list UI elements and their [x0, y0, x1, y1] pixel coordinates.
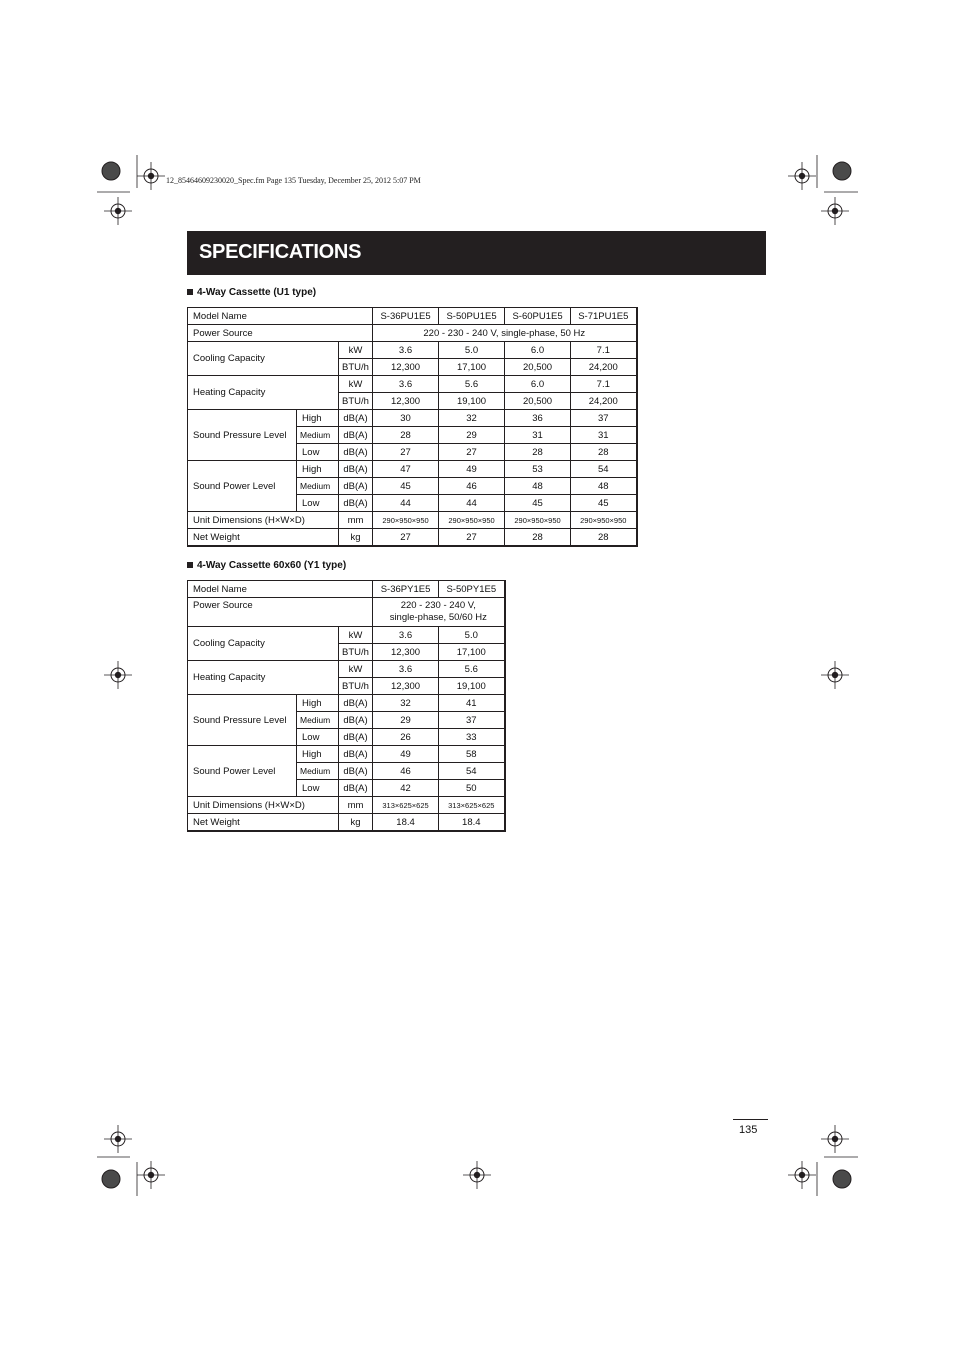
value-cell: 44	[439, 495, 505, 512]
level-cell: Medium	[297, 763, 339, 780]
value-cell: 45	[373, 478, 439, 495]
unit-cell: dB(A)	[339, 444, 373, 461]
page-number-rule	[733, 1119, 768, 1120]
value-cell: 19,100	[439, 393, 505, 410]
value-cell: 45	[505, 495, 571, 512]
value-cell: 32	[439, 410, 505, 427]
table-row	[188, 376, 637, 393]
value-cell: 5.0	[439, 342, 505, 359]
value-cell: 6.0	[505, 342, 571, 359]
value-cell: 54	[439, 763, 505, 780]
section-heading-text: 4-Way Cassette 60x60 (Y1 type)	[197, 560, 347, 571]
value-cell: 20,500	[505, 359, 571, 376]
model-cell: S-36PY1E5	[373, 581, 439, 598]
level-cell: High	[297, 746, 339, 763]
table-row	[188, 661, 505, 678]
unit-cell: dB(A)	[339, 780, 373, 797]
model-cell: S-50PU1E5	[439, 308, 505, 325]
table-row	[188, 598, 505, 627]
value-cell: 5.0	[439, 627, 505, 644]
table-row	[188, 797, 505, 814]
value-cell: 29	[439, 427, 505, 444]
value-cell: 18.4	[439, 814, 505, 832]
model-cell: S-71PU1E5	[571, 308, 637, 325]
value-cell: 7.1	[571, 342, 637, 359]
square-bullet-icon	[187, 562, 193, 568]
unit-cell: dB(A)	[339, 695, 373, 712]
level-cell: High	[297, 461, 339, 478]
value-cell: 290×950×950	[439, 512, 505, 529]
unit-cell: kW	[339, 342, 373, 359]
row-label: Heating Capacity	[188, 376, 339, 410]
registration-mark-icon	[821, 197, 849, 225]
registration-mark-icon	[137, 1161, 165, 1189]
value-cell: 7.1	[571, 376, 637, 393]
row-label: Model Name	[188, 581, 373, 598]
value-cell: 32	[373, 695, 439, 712]
level-cell: Low	[297, 495, 339, 512]
unit-cell: kW	[339, 376, 373, 393]
unit-cell: kg	[339, 814, 373, 832]
unit-cell: BTU/h	[339, 393, 373, 410]
value-cell: 28	[571, 529, 637, 547]
print-header: 12_85464609230020_Spec.fm Page 135 Tuesday, December 25, 2012 5:07 PM	[166, 176, 421, 185]
color-bar-icon	[833, 162, 851, 180]
registration-mark-icon	[104, 1125, 132, 1153]
value-cell: 37	[571, 410, 637, 427]
color-bar-icon	[102, 1170, 120, 1188]
value-cell: 33	[439, 729, 505, 746]
value-cell: 26	[373, 729, 439, 746]
value-cell: 290×950×950	[373, 512, 439, 529]
value-cell: 29	[373, 712, 439, 729]
value-cell: 24,200	[571, 393, 637, 410]
unit-cell: dB(A)	[339, 410, 373, 427]
table-row	[188, 627, 505, 644]
value-cell: 37	[439, 712, 505, 729]
value-cell: 31	[505, 427, 571, 444]
value-cell: 48	[571, 478, 637, 495]
value-cell: 27	[373, 444, 439, 461]
value-cell: 290×950×950	[505, 512, 571, 529]
row-label: Heating Capacity	[188, 661, 339, 695]
value-cell: 12,300	[373, 678, 439, 695]
unit-cell: BTU/h	[339, 359, 373, 376]
row-label: Model Name	[188, 308, 373, 325]
value-cell: 30	[373, 410, 439, 427]
color-bar-icon	[102, 162, 120, 180]
unit-cell: kg	[339, 529, 373, 547]
value-cell: 44	[373, 495, 439, 512]
table-row	[188, 461, 637, 478]
table-row	[188, 529, 637, 547]
value-cell: 46	[439, 478, 505, 495]
value-cell: 47	[373, 461, 439, 478]
section-heading-u1	[187, 287, 316, 298]
page-title: SPECIFICATIONS	[199, 241, 362, 263]
row-label: Cooling Capacity	[188, 627, 339, 661]
value-cell: 6.0	[505, 376, 571, 393]
value-cell: 54	[571, 461, 637, 478]
unit-cell: dB(A)	[339, 729, 373, 746]
value-cell: 36	[505, 410, 571, 427]
unit-cell: kW	[339, 661, 373, 678]
table-row	[188, 814, 505, 832]
power-source-line: single-phase, 50/60 Hz	[389, 612, 487, 623]
value-cell: 49	[373, 746, 439, 763]
value-cell: 313×625×625	[439, 797, 505, 814]
registration-mark-icon	[821, 1125, 849, 1153]
table-row	[188, 695, 505, 712]
value-cell: 12,300	[373, 393, 439, 410]
spec-table-u1	[187, 307, 638, 547]
value-cell: 41	[439, 695, 505, 712]
power-source-cell	[373, 598, 505, 627]
value-cell: 31	[571, 427, 637, 444]
unit-cell: dB(A)	[339, 478, 373, 495]
row-label: Cooling Capacity	[188, 342, 339, 376]
value-cell: 5.6	[439, 661, 505, 678]
model-cell: S-50PY1E5	[439, 581, 505, 598]
value-cell: 49	[439, 461, 505, 478]
level-cell: Low	[297, 729, 339, 746]
level-cell: Medium	[297, 712, 339, 729]
row-label: Sound Power Level	[188, 746, 297, 797]
registration-mark-icon	[463, 1161, 491, 1189]
unit-cell: BTU/h	[339, 644, 373, 661]
value-cell: 5.6	[439, 376, 505, 393]
level-cell: Medium	[297, 478, 339, 495]
unit-cell: dB(A)	[339, 746, 373, 763]
unit-cell: mm	[339, 797, 373, 814]
value-cell: 12,300	[373, 644, 439, 661]
value-cell: 27	[439, 529, 505, 547]
table-row	[188, 746, 505, 763]
value-cell: 50	[439, 780, 505, 797]
table-row	[188, 581, 505, 598]
power-source-cell: 220 - 230 - 240 V, single-phase, 50 Hz	[373, 325, 637, 342]
unit-cell: mm	[339, 512, 373, 529]
value-cell: 3.6	[373, 342, 439, 359]
value-cell: 17,100	[439, 644, 505, 661]
value-cell: 24,200	[571, 359, 637, 376]
page-number: 135	[739, 1124, 758, 1136]
registration-mark-icon	[104, 661, 132, 689]
table-row	[188, 308, 637, 325]
value-cell: 48	[505, 478, 571, 495]
unit-cell: dB(A)	[339, 763, 373, 780]
value-cell: 45	[571, 495, 637, 512]
value-cell: 313×625×625	[373, 797, 439, 814]
value-cell: 17,100	[439, 359, 505, 376]
spec-table-y1	[187, 580, 506, 832]
value-cell: 46	[373, 763, 439, 780]
value-cell: 20,500	[505, 393, 571, 410]
table-row	[188, 512, 637, 529]
level-cell: Medium	[297, 427, 339, 444]
level-cell: High	[297, 695, 339, 712]
value-cell: 3.6	[373, 627, 439, 644]
value-cell: 28	[505, 529, 571, 547]
value-cell: 18.4	[373, 814, 439, 832]
row-label: Net Weight	[188, 529, 339, 547]
model-cell: S-60PU1E5	[505, 308, 571, 325]
row-label: Sound Pressure Level	[188, 695, 297, 746]
registration-mark-icon	[821, 661, 849, 689]
unit-cell: dB(A)	[339, 495, 373, 512]
unit-cell: dB(A)	[339, 712, 373, 729]
value-cell: 28	[571, 444, 637, 461]
value-cell: 27	[373, 529, 439, 547]
row-label: Unit Dimensions (H×W×D)	[188, 797, 339, 814]
table-row	[188, 410, 637, 427]
value-cell: 28	[373, 427, 439, 444]
model-cell: S-36PU1E5	[373, 308, 439, 325]
level-cell: Low	[297, 780, 339, 797]
registration-mark-icon	[104, 197, 132, 225]
row-label: Sound Pressure Level	[188, 410, 297, 461]
value-cell: 42	[373, 780, 439, 797]
square-bullet-icon	[187, 289, 193, 295]
row-label: Unit Dimensions (H×W×D)	[188, 512, 339, 529]
unit-cell: dB(A)	[339, 461, 373, 478]
title-bar	[187, 231, 766, 275]
level-cell: High	[297, 410, 339, 427]
table-row	[188, 325, 637, 342]
unit-cell: kW	[339, 627, 373, 644]
color-bar-icon	[833, 1170, 851, 1188]
value-cell: 58	[439, 746, 505, 763]
section-heading-text: 4-Way Cassette (U1 type)	[197, 287, 317, 298]
unit-cell: dB(A)	[339, 427, 373, 444]
row-label: Power Source	[188, 598, 373, 627]
value-cell: 3.6	[373, 661, 439, 678]
row-label: Sound Power Level	[188, 461, 297, 512]
row-label: Power Source	[188, 325, 373, 342]
table-row	[188, 342, 637, 359]
registration-mark-icon	[788, 1161, 816, 1189]
registration-mark-icon	[788, 162, 816, 190]
value-cell: 12,300	[373, 359, 439, 376]
section-heading-y1	[187, 560, 346, 571]
level-cell: Low	[297, 444, 339, 461]
registration-mark-icon	[137, 162, 165, 190]
value-cell: 19,100	[439, 678, 505, 695]
unit-cell: BTU/h	[339, 678, 373, 695]
value-cell: 28	[505, 444, 571, 461]
power-source-line: 220 - 230 - 240 V,	[400, 600, 476, 611]
value-cell: 53	[505, 461, 571, 478]
value-cell: 290×950×950	[571, 512, 637, 529]
row-label: Net Weight	[188, 814, 339, 832]
value-cell: 27	[439, 444, 505, 461]
value-cell: 3.6	[373, 376, 439, 393]
